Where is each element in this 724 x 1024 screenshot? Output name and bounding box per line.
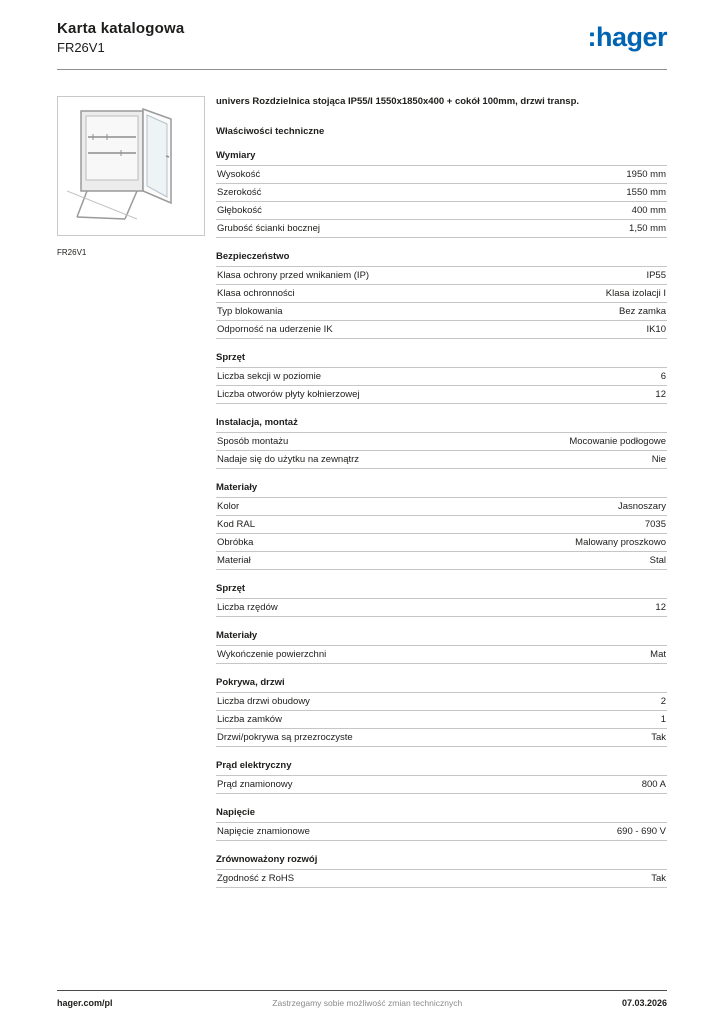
spec-label: Sposób montażu [217, 436, 289, 448]
section-title: Materiały [216, 630, 258, 642]
spec-row [216, 515, 667, 533]
section-title: Wymiary [216, 150, 256, 162]
footer-date: 07.03.2026 [621, 998, 667, 1008]
spec-value: Malowany proszkowo [575, 537, 666, 549]
spec-value: Jasnoszary [617, 501, 666, 513]
spec-section [216, 251, 667, 339]
spec-sections [216, 150, 667, 888]
product-image [67, 105, 195, 227]
spec-section [216, 352, 667, 404]
spec-section [216, 482, 667, 570]
spec-label: Liczba sekcji w poziomie [217, 371, 322, 383]
spec-table [216, 692, 667, 747]
section-title: Zrównoważony rozwój [216, 854, 318, 866]
spec-value: 1950 mm [626, 169, 666, 181]
spec-table [216, 497, 667, 570]
spec-value: IK10 [646, 324, 666, 336]
spec-label: Kolor [217, 501, 240, 513]
spec-row [216, 432, 667, 450]
spec-row [216, 497, 667, 515]
section-title: Bezpieczeństwo [216, 251, 290, 263]
product-code: FR26V1 [57, 40, 105, 55]
spec-label: Szerokość [217, 187, 262, 199]
spec-value: IP55 [646, 270, 666, 282]
footer-website: hager.com/pl [57, 998, 113, 1008]
spec-row [216, 284, 667, 302]
spec-row [216, 320, 667, 339]
spec-value: 7035 [644, 519, 666, 531]
product-description: univers Rozdzielnica stojąca IP55/I 1550x1850x400 + cokół 100mm, drzwi transp. [216, 96, 580, 107]
spec-value: Bez zamka [619, 306, 666, 318]
spec-value: 1 [660, 714, 666, 726]
page-header [57, 20, 667, 55]
spec-row [216, 385, 667, 404]
spec-label: Obróbka [217, 537, 254, 549]
spec-table [216, 165, 667, 238]
spec-section [216, 854, 667, 888]
spec-table [216, 645, 667, 664]
section-title: Napięcie [216, 807, 256, 819]
spec-row [216, 710, 667, 728]
spec-label: Zgodność z RoHS [217, 873, 295, 885]
section-title: Instalacja, montaż [216, 417, 298, 429]
spec-value: Nie [651, 454, 666, 466]
spec-row [216, 645, 667, 664]
spec-label: Grubość ścianki bocznej [217, 223, 320, 235]
spec-value: 2 [660, 696, 666, 708]
spec-row [216, 822, 667, 841]
spec-label: Głębokość [217, 205, 262, 217]
spec-label: Odporność na uderzenie IK [217, 324, 333, 336]
spec-label: Wykończenie powierzchni [217, 649, 327, 661]
spec-label: Liczba zamków [217, 714, 282, 726]
spec-label: Nadaje się do użytku na zewnątrz [217, 454, 360, 466]
spec-row [216, 219, 667, 238]
spec-label: Klasa ochronności [217, 288, 295, 300]
section-title: Prąd elektryczny [216, 760, 292, 772]
spec-section [216, 150, 667, 238]
spec-label: Kod RAL [217, 519, 256, 531]
spec-row [216, 266, 667, 284]
header-divider [57, 69, 667, 70]
spec-table [216, 266, 667, 339]
spec-label: Liczba otworów płyty kołnierzowej [217, 389, 360, 401]
spec-row [216, 533, 667, 551]
page-title: Karta katalogowa [57, 20, 185, 37]
spec-section [216, 677, 667, 747]
spec-value: 6 [660, 371, 666, 383]
spec-label: Liczba drzwi obudowy [217, 696, 310, 708]
spec-table [216, 869, 667, 888]
spec-table [216, 432, 667, 469]
product-image-caption: FR26V1 [57, 248, 87, 257]
spec-section [216, 583, 667, 617]
header-titles [57, 20, 184, 55]
hager-logo: :hager [587, 22, 667, 52]
footer-row [57, 991, 667, 1008]
spec-row [216, 775, 667, 794]
spec-value: 690 - 690 V [616, 826, 666, 838]
spec-label: Typ blokowania [217, 306, 283, 318]
spec-value: 800 A [641, 779, 666, 791]
spec-value: Klasa izolacji I [605, 288, 666, 300]
spec-row [216, 869, 667, 888]
spec-value: 12 [655, 602, 666, 614]
spec-label: Drzwi/pokrywa są przezroczyste [217, 732, 353, 744]
spec-section [216, 760, 667, 794]
spec-row [216, 551, 667, 570]
image-column [57, 96, 205, 888]
spec-row [216, 367, 667, 385]
section-title: Sprzęt [216, 352, 246, 364]
spec-column [216, 96, 667, 888]
spec-value: Mat [650, 649, 666, 661]
spec-label: Materiał [217, 555, 251, 567]
spec-table [216, 367, 667, 404]
product-image-frame [57, 96, 205, 236]
spec-row [216, 201, 667, 219]
spec-table [216, 598, 667, 617]
spec-row [216, 165, 667, 183]
spec-value: Stal [649, 555, 666, 567]
spec-value: Tak [651, 732, 666, 744]
section-title: Pokrywa, drzwi [216, 677, 285, 689]
spec-section [216, 807, 667, 841]
spec-row [216, 450, 667, 469]
main-content [57, 96, 667, 888]
spec-label: Napięcie znamionowe [217, 826, 310, 838]
spec-section [216, 630, 667, 664]
spec-table [216, 775, 667, 794]
spec-label: Wysokość [217, 169, 261, 181]
spec-value: 400 mm [631, 205, 666, 217]
spec-value: 1550 mm [626, 187, 666, 199]
footer-disclaimer: Zastrzegamy sobie możliwość zmian technicznych [272, 998, 463, 1008]
spec-section [216, 417, 667, 469]
spec-label: Klasa ochrony przed wnikaniem (IP) [217, 270, 370, 282]
spec-value: 1,50 mm [629, 223, 666, 235]
properties-heading: Właściwości techniczne [216, 126, 325, 138]
spec-row [216, 302, 667, 320]
spec-table [216, 822, 667, 841]
spec-label: Prąd znamionowy [217, 779, 293, 791]
spec-value: 12 [655, 389, 666, 401]
spec-row [216, 728, 667, 747]
section-title: Sprzęt [216, 583, 246, 595]
spec-row [216, 692, 667, 710]
spec-label: Liczba rzędów [217, 602, 278, 614]
spec-value: Tak [651, 873, 666, 885]
section-title: Materiały [216, 482, 258, 494]
page-footer [57, 990, 667, 1008]
spec-row [216, 183, 667, 201]
spec-row [216, 598, 667, 617]
spec-value: Mocowanie podłogowe [569, 436, 666, 448]
